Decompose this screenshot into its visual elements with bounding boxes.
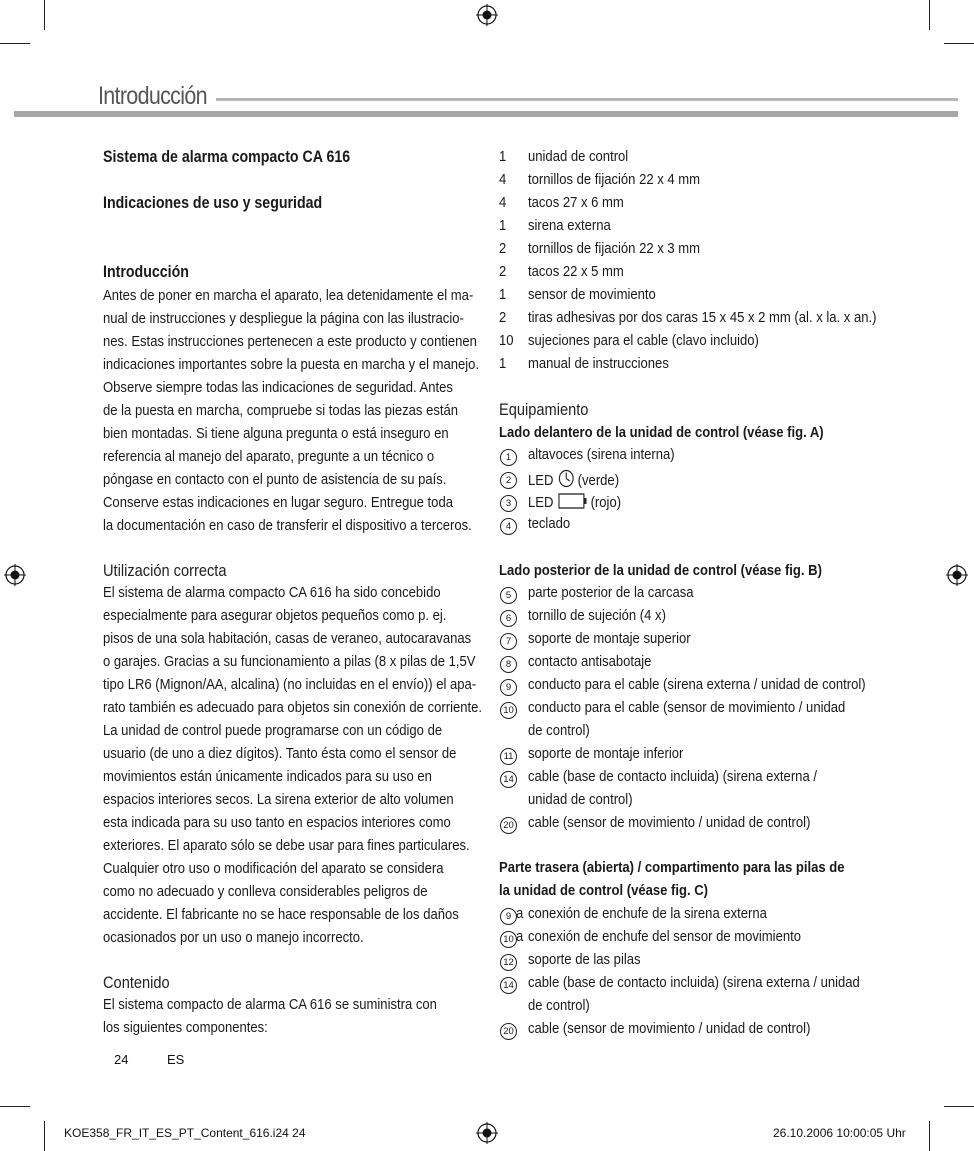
back-item: conducto para el cable (sensor de movimiento / unidad xyxy=(528,699,846,716)
rear-heading-line: la unidad de control (véase fig. C) xyxy=(499,882,709,899)
intro-heading: Introducción xyxy=(103,263,189,281)
component-quantity: 4 xyxy=(499,171,507,188)
registration-mark-icon xyxy=(4,564,26,586)
led-color: (rojo) xyxy=(590,494,622,511)
component-name: tiras adhesivas por dos caras 15 x 45 x 2 mm (al. x la. x an.) xyxy=(528,309,877,326)
crop-mark xyxy=(944,1106,974,1107)
crop-mark xyxy=(44,0,45,30)
crop-mark xyxy=(944,43,974,44)
paragraph-line: la documentación en caso de transferir el dispositivo a terceros. xyxy=(103,517,472,534)
paragraph-line: póngase en contacto con el punto de asistencia de su país. xyxy=(103,471,447,488)
paragraph-line: de la puesta en marcha, compruebe si todas las piezas están xyxy=(103,402,459,419)
circled-number: 10 xyxy=(500,702,517,719)
crop-mark xyxy=(0,1106,30,1107)
use-heading: Utilización correcta xyxy=(103,561,227,580)
crop-mark xyxy=(44,1121,45,1151)
registration-mark-icon xyxy=(946,564,968,586)
rear-item: soporte de las pilas xyxy=(528,951,641,968)
circled-number: 14 xyxy=(500,771,517,788)
paragraph-line: El sistema de alarma compacto CA 616 ha sido concebido xyxy=(103,584,441,601)
clock-icon xyxy=(558,469,574,492)
circled-number: 2 xyxy=(500,472,517,489)
component-quantity: 1 xyxy=(499,355,507,372)
led-label: LED xyxy=(528,472,558,489)
back-item: de control) xyxy=(528,722,590,739)
paragraph-line: bien montadas. Si tiene alguna pregunta o está inseguro en xyxy=(103,425,449,442)
document-title: Sistema de alarma compacto CA 616 xyxy=(103,148,351,166)
led-label: LED xyxy=(528,494,558,511)
circled-number: 14 xyxy=(500,977,517,994)
registration-mark-icon xyxy=(476,4,498,26)
back-item: cable (base de contacto incluida) (sirena externa / xyxy=(528,768,817,785)
item-suffix: a xyxy=(516,928,524,945)
rear-heading-line: Parte trasera (abierta) / compartimento para las pilas de xyxy=(499,859,845,876)
component-quantity: 2 xyxy=(499,309,507,326)
item-suffix: a xyxy=(516,905,524,922)
component-name: tacos 27 x 6 mm xyxy=(528,194,624,211)
component-quantity: 4 xyxy=(499,194,507,211)
language-code: ES xyxy=(167,1052,185,1067)
paragraph-line: los siguientes componentes: xyxy=(103,1019,268,1036)
circled-number: 10 xyxy=(500,931,517,948)
paragraph-line: rato también es adecuado para objetos sin conexión de corriente. xyxy=(103,699,483,716)
paragraph-line: Observe siempre todas las indicaciones de seguridad. Antes xyxy=(103,379,453,396)
circled-number: 7 xyxy=(500,633,517,650)
circled-number: 4 xyxy=(500,518,517,535)
paragraph-line: indicaciones importantes sobre la puesta en marcha y el manejo. xyxy=(103,356,480,373)
component-name: tornillos de fijación 22 x 3 mm xyxy=(528,240,701,257)
back-item: tornillo de sujeción (4 x) xyxy=(528,607,666,624)
component-name: sirena externa xyxy=(528,217,611,234)
header-rule xyxy=(216,98,958,101)
paragraph-line: usuario (de uno a diez dígitos). Tanto ésta como el sensor de xyxy=(103,745,457,762)
page-number: 24 xyxy=(114,1052,129,1067)
paragraph-line: espacios interiores secos. La sirena exterior de alto volumen xyxy=(103,791,454,808)
front-item xyxy=(528,469,619,492)
back-item: soporte de montaje superior xyxy=(528,630,691,647)
rear-item: conexión de enchufe de la sirena externa xyxy=(528,905,767,922)
circled-number: 6 xyxy=(500,610,517,627)
front-item xyxy=(528,492,621,514)
rear-item: de control) xyxy=(528,997,590,1014)
circled-number: 5 xyxy=(500,587,517,604)
paragraph-line: Antes de poner en marcha el aparato, lea detenidamente el ma- xyxy=(103,287,474,304)
back-item: conducto para el cable (sirena externa / unidad de control) xyxy=(528,676,866,693)
paragraph-line: nes. Estas instrucciones pertenecen a este producto y contienen xyxy=(103,333,477,350)
back-item: contacto antisabotaje xyxy=(528,653,652,670)
paragraph-line: El sistema compacto de alarma CA 616 se suministra con xyxy=(103,996,437,1013)
back-item: cable (sensor de movimiento / unidad de control) xyxy=(528,814,811,831)
print-timestamp: 26.10.2006 10:00:05 Uhr xyxy=(773,1126,906,1140)
circled-number: 9 xyxy=(500,679,517,696)
paragraph-line: movimientos están únicamente indicados para su uso en xyxy=(103,768,432,785)
component-quantity: 1 xyxy=(499,286,507,303)
registration-mark-icon xyxy=(476,1122,498,1144)
header-rule-thick xyxy=(14,111,958,117)
section-title: Introducción xyxy=(98,82,207,110)
paragraph-line: Cualquier otro uso o modificación del aparato se considera xyxy=(103,860,444,877)
crop-mark xyxy=(929,0,930,30)
paragraph-line: ocasionados por un uso o manejo incorrecto. xyxy=(103,929,364,946)
component-name: tacos 22 x 5 mm xyxy=(528,263,624,280)
rear-item: cable (base de contacto incluida) (sirena externa / unidad xyxy=(528,974,860,991)
battery-icon xyxy=(558,492,587,514)
led-color: (verde) xyxy=(577,472,620,489)
component-name: sensor de movimiento xyxy=(528,286,656,303)
circled-number: 20 xyxy=(500,817,517,834)
circled-number: 8 xyxy=(500,656,517,673)
back-item: soporte de montaje inferior xyxy=(528,745,684,762)
paragraph-line: Conserve estas indicaciones en lugar seguro. Entregue toda xyxy=(103,494,453,511)
circled-number: 9 xyxy=(500,908,517,925)
component-name: tornillos de fijación 22 x 4 mm xyxy=(528,171,701,188)
component-name: unidad de control xyxy=(528,148,629,165)
paragraph-line: accidente. El fabricante no se hace responsable de los daños xyxy=(103,906,459,923)
circled-number: 1 xyxy=(500,449,517,466)
circled-number: 3 xyxy=(500,495,517,512)
component-name: sujeciones para el cable (clavo incluido) xyxy=(528,332,759,349)
front-item: teclado xyxy=(528,515,571,532)
paragraph-line: referencia al manejo del aparato, pregunte a un técnico o xyxy=(103,448,435,465)
back-heading: Lado posterior de la unidad de control (véase fig. B) xyxy=(499,562,822,579)
component-quantity: 10 xyxy=(499,332,514,349)
content-heading: Contenido xyxy=(103,973,170,992)
component-quantity: 1 xyxy=(499,148,507,165)
print-file-info: KOE358_FR_IT_ES_PT_Content_616.i24 24 xyxy=(64,1126,306,1140)
back-item: unidad de control) xyxy=(528,791,633,808)
back-item: parte posterior de la carcasa xyxy=(528,584,694,601)
crop-mark xyxy=(929,1121,930,1151)
front-item: altavoces (sirena interna) xyxy=(528,446,675,463)
component-quantity: 2 xyxy=(499,263,507,280)
paragraph-line: como no adecuado y conlleva considerables peligros de xyxy=(103,883,428,900)
component-quantity: 1 xyxy=(499,217,507,234)
front-heading: Lado delantero de la unidad de control (véase fig. A) xyxy=(499,424,824,441)
paragraph-line: especialmente para asegurar objetos pequeños como p. ej. xyxy=(103,607,447,624)
rear-item: cable (sensor de movimiento / unidad de control) xyxy=(528,1020,811,1037)
crop-mark xyxy=(0,43,30,44)
paragraph-line: pisos de una sola habitación, casas de veraneo, autocaravanas xyxy=(103,630,472,647)
circled-number: 11 xyxy=(500,748,517,765)
circled-number: 20 xyxy=(500,1023,517,1040)
equipment-heading: Equipamiento xyxy=(499,400,589,419)
paragraph-line: o garajes. Gracias a su funcionamiento a pilas (8 x pilas de 1,5V xyxy=(103,653,476,670)
paragraph-line: La unidad de control puede programarse con un código de xyxy=(103,722,443,739)
circled-number: 12 xyxy=(500,954,517,971)
document-subtitle: Indicaciones de uso y seguridad xyxy=(103,194,323,212)
component-quantity: 2 xyxy=(499,240,507,257)
paragraph-line: nual de instrucciones y despliegue la página con las ilustracio- xyxy=(103,310,464,327)
component-name: manual de instrucciones xyxy=(528,355,669,372)
rear-item: conexión de enchufe del sensor de movimiento xyxy=(528,928,802,945)
paragraph-line: exteriores. El aparato sólo se debe usar para fines particulares. xyxy=(103,837,470,854)
paragraph-line: esta indicada para su uso tanto en espacios interiores como xyxy=(103,814,451,831)
paragraph-line: tipo LR6 (Mignon/AA, alcalina) (no incluidas en el envío)) el apa- xyxy=(103,676,477,693)
